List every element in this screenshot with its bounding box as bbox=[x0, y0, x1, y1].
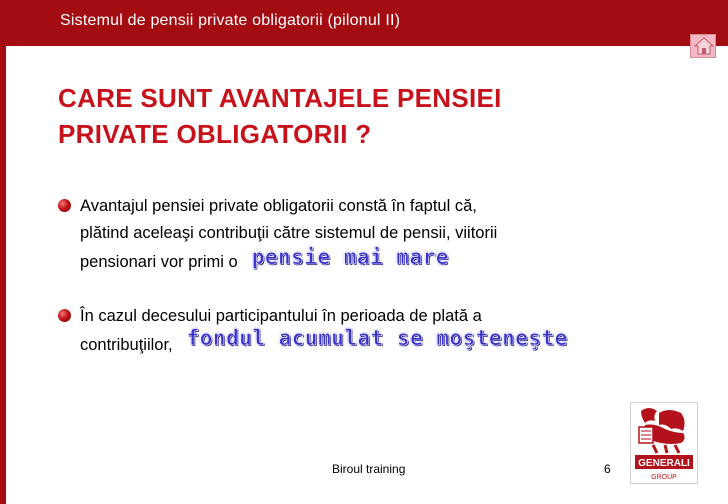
bullet-line-text: pensionari vor primi o bbox=[80, 253, 238, 271]
bullet-line: plătind aceleaşi contribuţii către sistemul de pensii, viitorii bbox=[80, 224, 498, 242]
bullet-text bbox=[80, 193, 618, 276]
lion-logo-icon bbox=[631, 403, 697, 483]
bullet-line bbox=[80, 326, 618, 359]
footer-label: Biroul training bbox=[332, 462, 406, 476]
bullet-icon bbox=[58, 309, 71, 322]
bullet-line: În cazul decesului participantului în perioada de plată a bbox=[80, 307, 482, 325]
bullet-item bbox=[58, 193, 618, 276]
header-bar bbox=[0, 0, 728, 46]
highlight-phrase: fondul acumulat se moşteneşte bbox=[186, 326, 568, 350]
left-accent-stripe bbox=[0, 46, 6, 504]
logo-wordmark: GENERALI bbox=[638, 458, 690, 469]
home-button[interactable] bbox=[690, 34, 716, 58]
page-number: 6 bbox=[604, 462, 611, 476]
logo-subtext: GROUP bbox=[651, 474, 677, 481]
slide-title-line: CARE SUNT AVANTAJELE PENSIEI bbox=[58, 83, 502, 113]
highlight-phrase: pensie mai mare bbox=[251, 245, 449, 269]
generali-logo bbox=[630, 402, 698, 484]
header-title: Sistemul de pensii private obligatorii (pilonul II) bbox=[60, 12, 401, 29]
bullet-text bbox=[80, 303, 618, 359]
bullet-line: Avantajul pensiei private obligatorii constă în faptul că, bbox=[80, 197, 477, 215]
home-icon bbox=[694, 37, 714, 55]
bullet-item bbox=[58, 303, 618, 359]
bullet-icon bbox=[58, 199, 71, 212]
bullet-line-text: contribuţiilor, bbox=[80, 336, 173, 354]
slide-title bbox=[58, 80, 678, 152]
bullet-line bbox=[80, 247, 618, 276]
slide-title-line: PRIVATE OBLIGATORII ? bbox=[58, 119, 372, 149]
